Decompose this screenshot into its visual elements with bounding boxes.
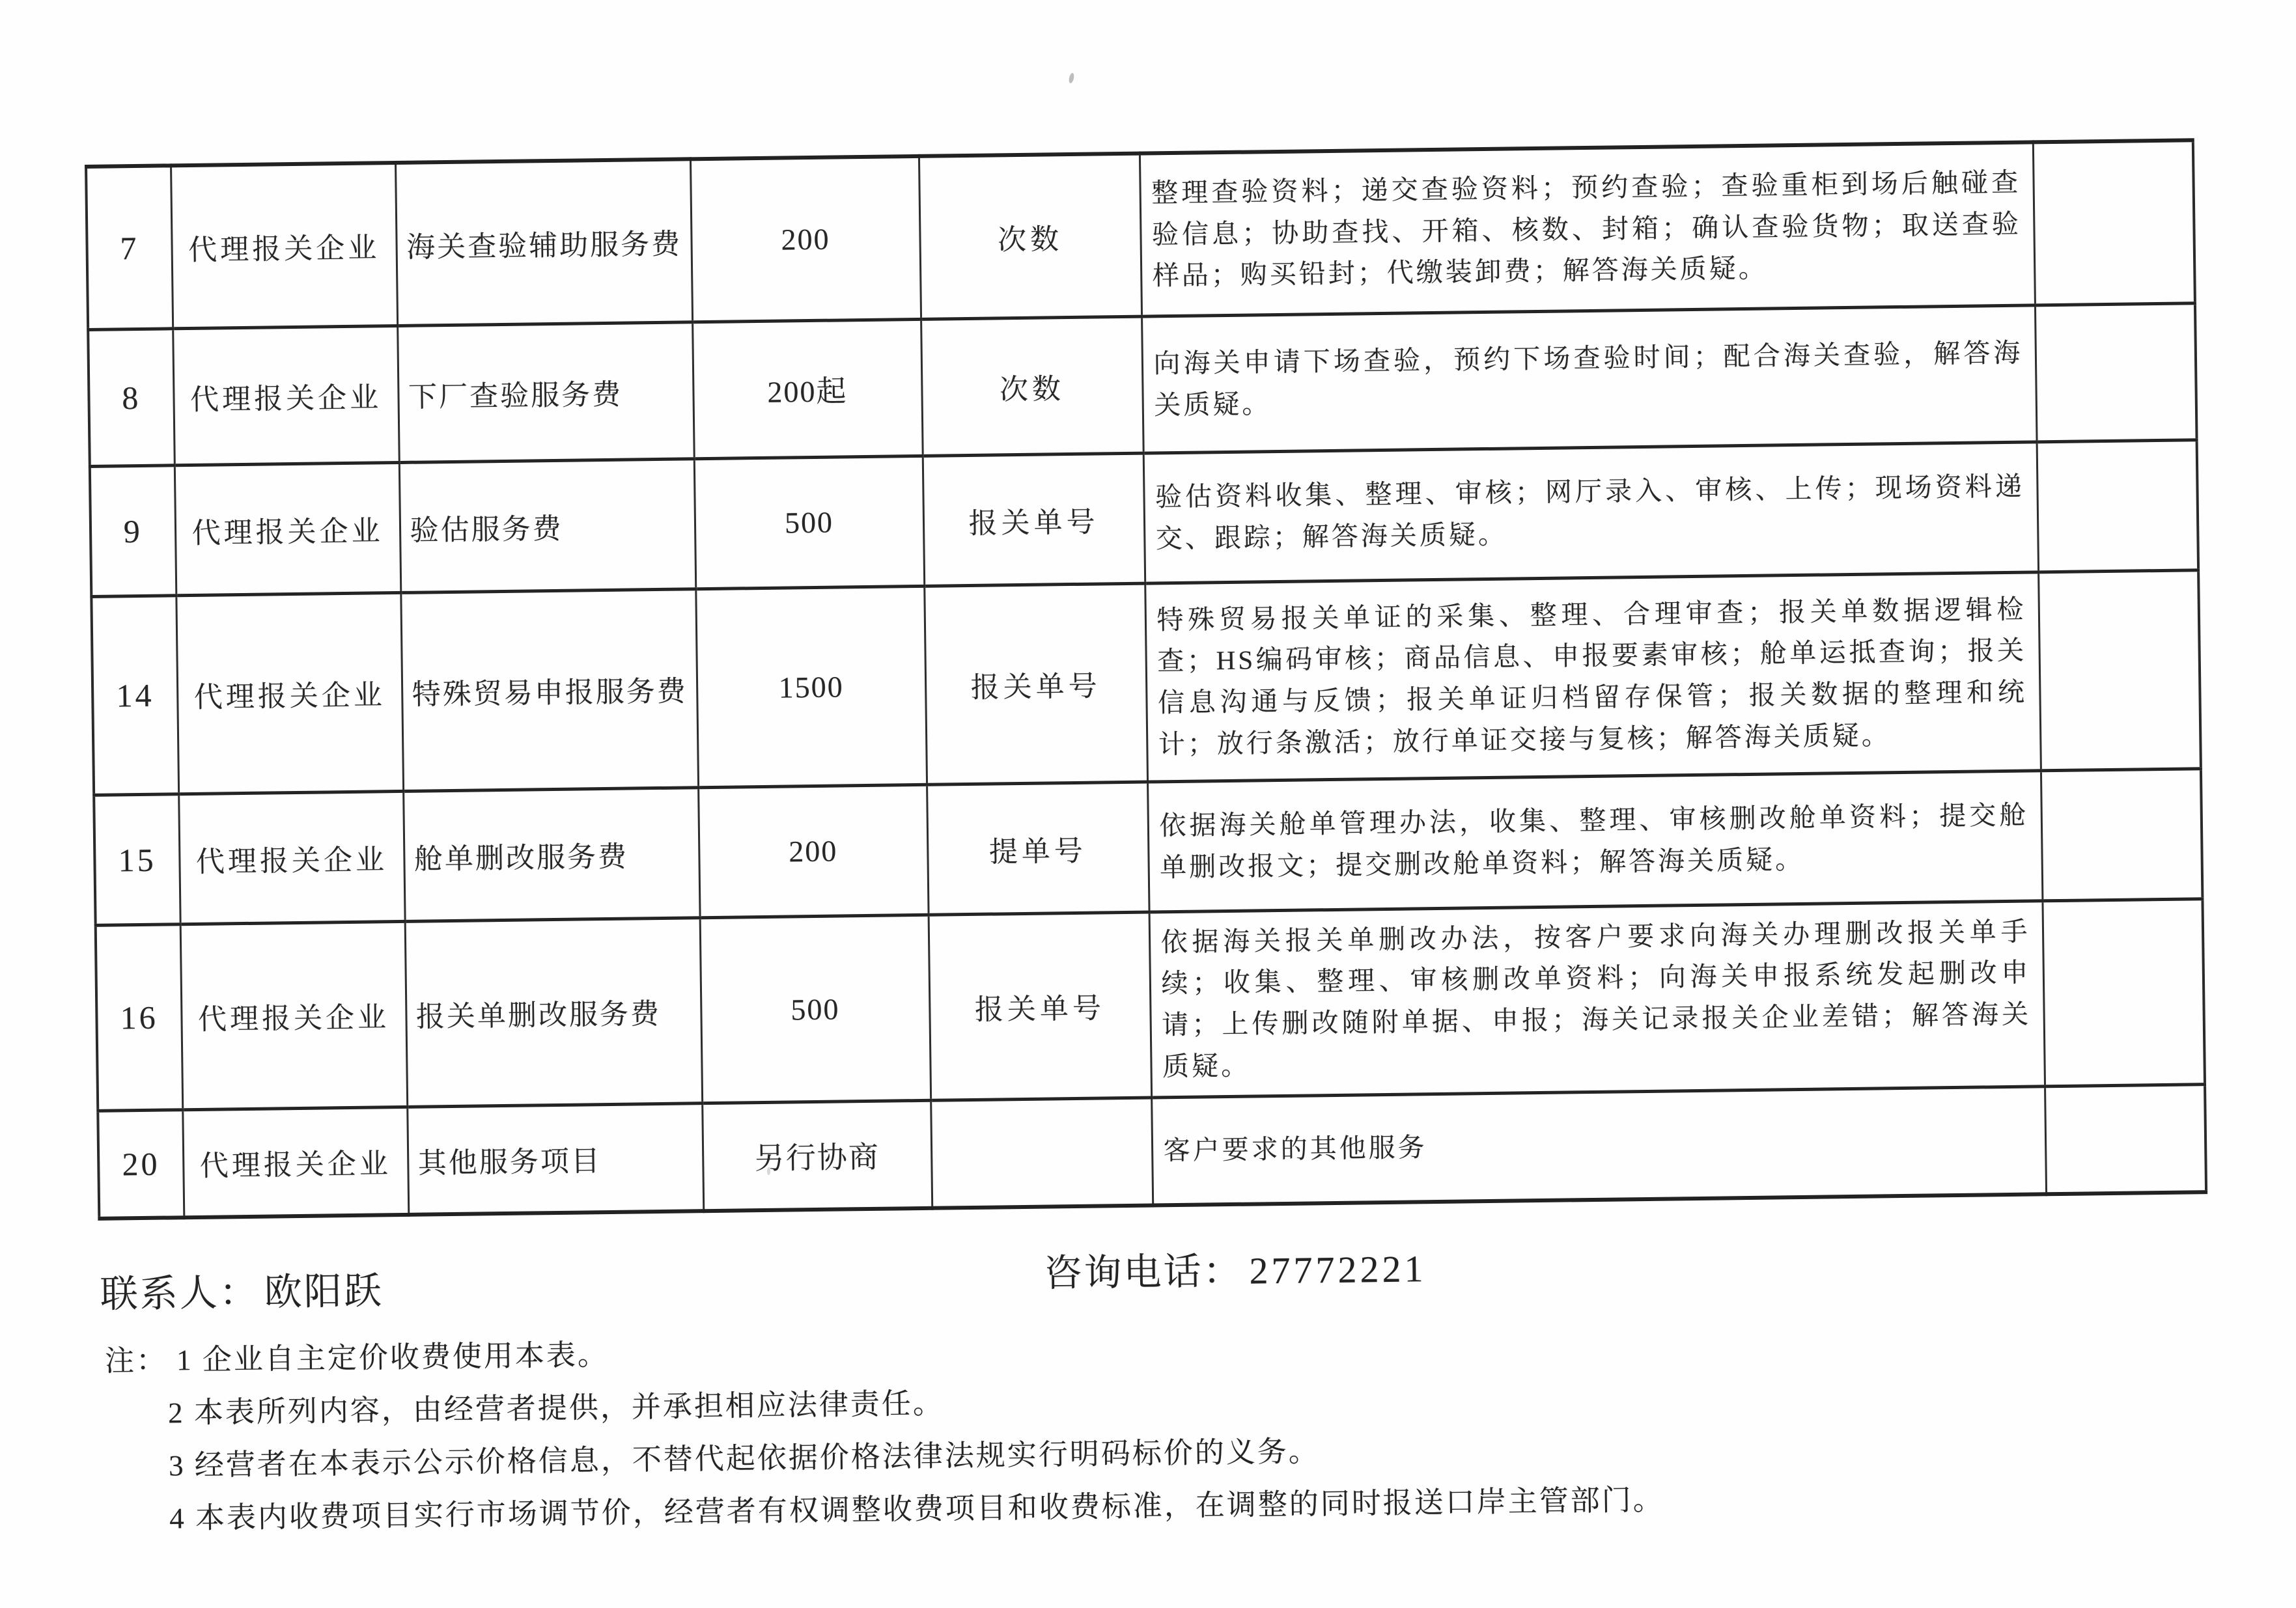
cell-unit: 报关单号 xyxy=(929,912,1152,1100)
cell-price: 1500 xyxy=(695,586,927,787)
document-sheet xyxy=(85,138,2209,1557)
cell-unit: 次数 xyxy=(921,316,1143,456)
note-line: 4 本表内收费项目实行市场调节价，经营者有权调整收费项目和收费标准，在调整的同时报送口岸主管部门。 xyxy=(169,1483,1665,1535)
scan-speck xyxy=(1068,72,1074,83)
cell-company-type: 代理报关企业 xyxy=(176,592,403,794)
table-row xyxy=(88,303,2196,467)
cell-unit: 报关单号 xyxy=(923,453,1145,586)
cell-remark xyxy=(2033,140,2195,305)
table-row xyxy=(94,769,2202,926)
cell-service-description: 向海关申请下场查验，预约下场查验时间；配合海关查验，解答海关质疑。 xyxy=(1141,305,2037,453)
cell-service-name: 验估服务费 xyxy=(399,459,695,593)
cell-service-description: 依据海关报关单删改办法，按客户要求向海关办理删改报关单手续；收集、整理、审核删改单资料；向海关申报系统发起删改申请；上传删改随附单据、申报；海关记录报关企业差错；解答海关质疑。 xyxy=(1149,901,2045,1098)
cell-service-name: 报关单删改服务费 xyxy=(405,918,703,1107)
cell-service-description: 验估资料收集、整理、审核；网厅录入、审核、上传；现场资料递交、跟踪；解答海关质疑。 xyxy=(1143,442,2038,583)
cell-remark xyxy=(2042,899,2205,1087)
note-line xyxy=(100,1320,2207,1376)
cell-row-number: 15 xyxy=(94,794,180,926)
cell-service-name: 舱单删改服务费 xyxy=(403,788,699,922)
note-marker: 注： xyxy=(104,1344,168,1378)
cell-company-type: 代理报关企业 xyxy=(178,791,404,924)
cell-service-name: 海关查验辅助服务费 xyxy=(395,159,692,326)
cell-row-number: 20 xyxy=(98,1110,184,1219)
contact-person xyxy=(100,1260,384,1318)
table-row xyxy=(96,899,2205,1111)
cell-row-number: 14 xyxy=(91,596,178,796)
cell-company-type: 代理报关企业 xyxy=(171,163,397,329)
phone-label: 咨询电话： xyxy=(1044,1249,1243,1295)
cell-remark xyxy=(2037,440,2198,572)
table-row xyxy=(91,570,2201,796)
cell-unit: 提单号 xyxy=(927,782,1149,915)
contact-phone xyxy=(1044,1238,1427,1297)
cell-service-description: 客户要求的其他服务 xyxy=(1151,1087,2046,1206)
phone-number: 27772221 xyxy=(1249,1247,1427,1292)
note-line: 3 经营者在本表示公示价格信息，不替代起依据价格法律法规实行明码标价的义务。 xyxy=(168,1435,1321,1482)
note-line: 2 本表所列内容，由经营者提供，并承担相应法律责任。 xyxy=(167,1387,945,1430)
cell-remark xyxy=(2045,1085,2206,1195)
cell-service-description: 依据海关舱单管理办法，收集、整理、审核删改舱单资料；提交舱单删改报文；提交删改舱单资料；解答海关质疑。 xyxy=(1147,771,2042,912)
cell-price: 另行协商 xyxy=(702,1100,932,1211)
cell-remark xyxy=(2035,303,2197,442)
contact-row xyxy=(98,1232,2206,1324)
fee-schedule-table xyxy=(85,138,2207,1221)
cell-company-type: 代理报关企业 xyxy=(173,326,399,465)
note-text: 1 企业自主定价收费使用本表。 xyxy=(176,1338,609,1377)
cell-service-name: 下厂查验服务费 xyxy=(397,322,694,463)
contact-name: 欧阳跃 xyxy=(264,1269,384,1314)
contact-label: 联系人： xyxy=(100,1271,260,1316)
cell-price: 200 xyxy=(690,156,921,322)
cell-unit: 次数 xyxy=(919,154,1141,320)
cell-company-type: 代理报关企业 xyxy=(180,921,408,1109)
table-row xyxy=(86,140,2195,329)
cell-company-type: 代理报关企业 xyxy=(175,462,400,595)
cell-row-number: 7 xyxy=(86,165,173,329)
table-row xyxy=(90,440,2198,597)
cell-company-type: 代理报关企业 xyxy=(182,1107,408,1217)
cell-price: 200起 xyxy=(692,319,923,458)
cell-row-number: 8 xyxy=(88,329,175,467)
cell-price: 500 xyxy=(694,456,924,589)
cell-row-number: 9 xyxy=(90,465,176,597)
cell-service-name: 其他服务项目 xyxy=(407,1103,703,1215)
cell-price: 500 xyxy=(700,915,931,1103)
cell-price: 200 xyxy=(698,784,928,917)
cell-service-description: 特殊贸易报关单证的采集、整理、合理审查；报关单数据逻辑检查；HS编码审核；商品信息、申报要素审核；舱单运抵查询；报关信息沟通与反馈；报关单证归档留存保管；报关数据的整理和统计；放行条激活；放行单证交接与复核；解答海关质疑。 xyxy=(1145,572,2041,782)
cell-remark xyxy=(2038,570,2201,771)
notes-section xyxy=(100,1320,2209,1534)
cell-unit: 报关单号 xyxy=(924,583,1147,784)
cell-remark xyxy=(2041,769,2202,901)
cell-unit xyxy=(931,1098,1153,1208)
cell-row-number: 16 xyxy=(96,924,183,1111)
cell-service-description: 整理查验资料；递交查验资料；预约查验；查验重柜到场后触碰查验信息；协助查找、开箱、核数、封箱；确认查验货物；取送查验样品；购买铅封；代缴装卸费；解答海关质疑。 xyxy=(1140,142,2035,316)
cell-service-name: 特殊贸易申报服务费 xyxy=(400,589,698,792)
